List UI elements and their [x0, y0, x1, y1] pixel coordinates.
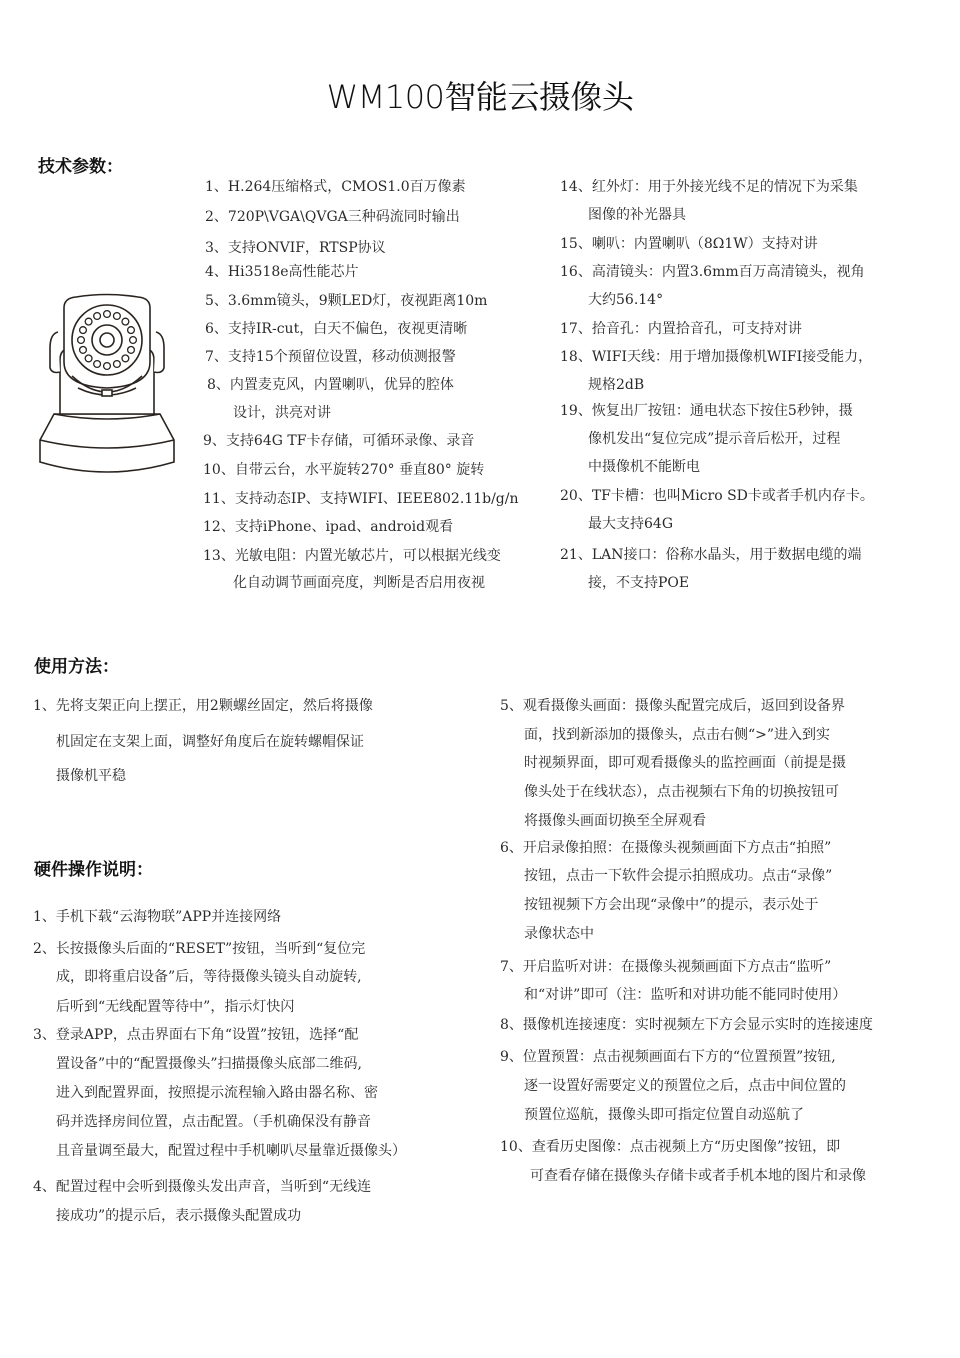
led-icon [114, 313, 121, 320]
list-line: 5、观看摄像头画面：摄像头配置完成后，返回到设备界 [500, 698, 845, 714]
list-line: 后听到“无线配置等待中”，指示灯快闪 [56, 999, 295, 1015]
list-line: 18、WIFI天线：用于增加摄像机WIFI接受能力， [560, 349, 873, 365]
list-line: 19、恢复出厂按钮：通电状态下按住5秒钟，摄 [560, 403, 853, 419]
led-icon [78, 337, 85, 344]
led-icon [85, 355, 92, 362]
list-line: 图像的补光器具 [588, 207, 686, 223]
list-line: 像机发出“复位完成”提示音后松开，过程 [588, 431, 841, 447]
list-line: 置设备”中的“配置摄像头”扫描摄像头底部二维码, [56, 1056, 362, 1072]
led-icon [85, 318, 92, 325]
list-line: 和“对讲”即可（注：监听和对讲功能不能同时使用） [524, 987, 847, 1003]
list-line: 设计，洪亮对讲 [233, 405, 331, 421]
list-line: 接成功”的提示后，表示摄像头配置成功 [56, 1208, 302, 1224]
list-line: 按钮视频下方会出现“录像中”的提示，表示处于 [524, 897, 819, 913]
list-line: 7、支持15个预留位设置，移动侦测报警 [205, 349, 456, 365]
list-line: 且音量调至最大，配置过程中手机喇叭尽量靠近摄像头） [56, 1143, 406, 1159]
list-line: 进入到配置界面，按照提示流程输入路由器名称、密 [56, 1085, 378, 1101]
list-line: 8、内置麦克风，内置喇叭，优异的腔体 [207, 377, 454, 393]
list-line: 时视频界面，即可观看摄像头的监控画面（前提是摄 [524, 755, 846, 771]
list-line: 逐一设置好需要定义的预置位之后，点击中间位置的 [524, 1078, 846, 1094]
list-line: 录像状态中 [524, 926, 594, 942]
list-line: 14、红外灯：用于外接光线不足的情况下为采集 [560, 179, 858, 195]
list-line: 面，找到新添加的摄像头，点击右侧“>”进入到实 [524, 727, 831, 743]
list-line: 12、支持iPhone、ipad、android观看 [203, 519, 454, 535]
list-line: 1、先将支架正向上摆正，用2颗螺丝固定，然后将摄像 [33, 698, 373, 714]
led-icon [80, 327, 87, 334]
hardware-heading: 硬件操作说明： [34, 860, 153, 880]
list-line: 6、开启录像拍照：在摄像头视频画面下方点击“拍照” [500, 840, 832, 856]
list-line: 最大支持64G [588, 516, 673, 532]
list-line: 1、H.264压缩格式，CMOS1.0百万像素 [205, 179, 466, 195]
list-line: 9、位置预置：点击视频画面右下方的“位置预置”按钮, [500, 1049, 836, 1065]
led-icon [122, 318, 129, 325]
list-line: 3、登录APP，点击界面右下角“设置”按钮，选择“配 [33, 1027, 359, 1043]
list-line: 预置位巡航，摄像头即可指定位置自动巡航了 [524, 1107, 804, 1123]
list-line: 2、720P\VGA\QVGA三种码流同时输出 [205, 209, 460, 225]
list-line: 15、喇叭：内置喇叭（8Ω1W）支持对讲 [560, 236, 818, 252]
list-line: 4、配置过程中会听到摄像头发出声音，当听到“无线连 [33, 1179, 372, 1195]
list-line: 4、Hi3518e高性能芯片 [205, 264, 359, 280]
list-line: 接，不支持POE [588, 575, 690, 591]
list-line: 10、自带云台，水平旋转270° 垂直80° 旋转 [203, 462, 485, 478]
list-line: 9、支持64G TF卡存储，可循环录像、录音 [203, 433, 475, 449]
list-line: 17、拾音孔：内置拾音孔，可支持对讲 [560, 321, 802, 337]
usage-heading: 使用方法： [34, 657, 119, 677]
list-line: 摄像机平稳 [56, 768, 126, 784]
list-line: 机固定在支架上面，调整好角度后在旋转螺帽保证 [56, 734, 364, 750]
specs-heading: 技术参数： [38, 157, 123, 177]
led-icon [122, 355, 129, 362]
list-line: 11、支持动态IP、支持WIFI、IEEE802.11b/g/n [203, 491, 519, 507]
led-icon [94, 361, 101, 368]
list-line: 5、3.6mm镜头，9颗LED灯，夜视距离10m [205, 293, 488, 309]
list-line: 16、高清镜头：内置3.6mm百万高清镜头，视角 [560, 264, 865, 280]
led-icon [104, 311, 111, 318]
list-line: 20、TF卡槽：也叫Micro SD卡或者手机内存卡。 [560, 488, 874, 504]
list-line: 10、查看历史图像：点击视频上方“历史图像”按钮，即 [500, 1139, 841, 1155]
list-line: 7、开启监听对讲：在摄像头视频画面下方点击“监听” [500, 959, 832, 975]
list-line: 8、摄像机连接速度：实时视频左下方会显示实时的连接速度 [500, 1017, 873, 1033]
led-icon [114, 361, 121, 368]
list-line: 1、手机下载“云海物联”APP并连接网络 [33, 909, 282, 925]
list-line: 2、长按摄像头后面的“RESET”按钮，当听到“复位完 [33, 941, 366, 957]
led-icon [94, 313, 101, 320]
led-icon [130, 337, 137, 344]
led-icon [128, 347, 135, 354]
list-line: 码并选择房间位置，点击配置。（手机确保没有静音 [56, 1114, 371, 1130]
list-line: 中摄像机不能断电 [588, 459, 700, 475]
list-line: 将摄像头画面切换至全屏观看 [524, 813, 706, 829]
list-line: 21、LAN接口：俗称水晶头，用于数据电缆的端 [560, 547, 862, 563]
led-icon [104, 363, 111, 370]
list-line: 大约56.14° [588, 292, 664, 308]
led-icon [128, 327, 135, 334]
led-icon [80, 347, 87, 354]
page-title: WM100智能云摄像头 [326, 78, 634, 116]
list-line: 6、支持IR-cut，白天不偏色，夜视更清晰 [205, 321, 468, 337]
list-line: 像头处于在线状态），点击视频右下角的切换按钮可 [524, 784, 839, 800]
list-line: 按钮，点击一下软件会提示拍照成功。点击“录像” [524, 868, 833, 884]
list-line: 成，即将重启设备”后，等待摄像头镜头自动旋转, [56, 969, 362, 985]
list-line: 3、支持ONVIF，RTSP协议 [205, 240, 386, 256]
list-line: 规格2dB [588, 377, 645, 393]
list-line: 13、光敏电阻：内置光敏芯片，可以根据光线变 [203, 548, 501, 564]
list-line: 可查看存储在摄像头存储卡或者手机本地的图片和录像 [530, 1168, 866, 1184]
camera-illustration [32, 290, 182, 476]
list-line: 化自动调节画面亮度，判断是否启用夜视 [233, 575, 485, 591]
